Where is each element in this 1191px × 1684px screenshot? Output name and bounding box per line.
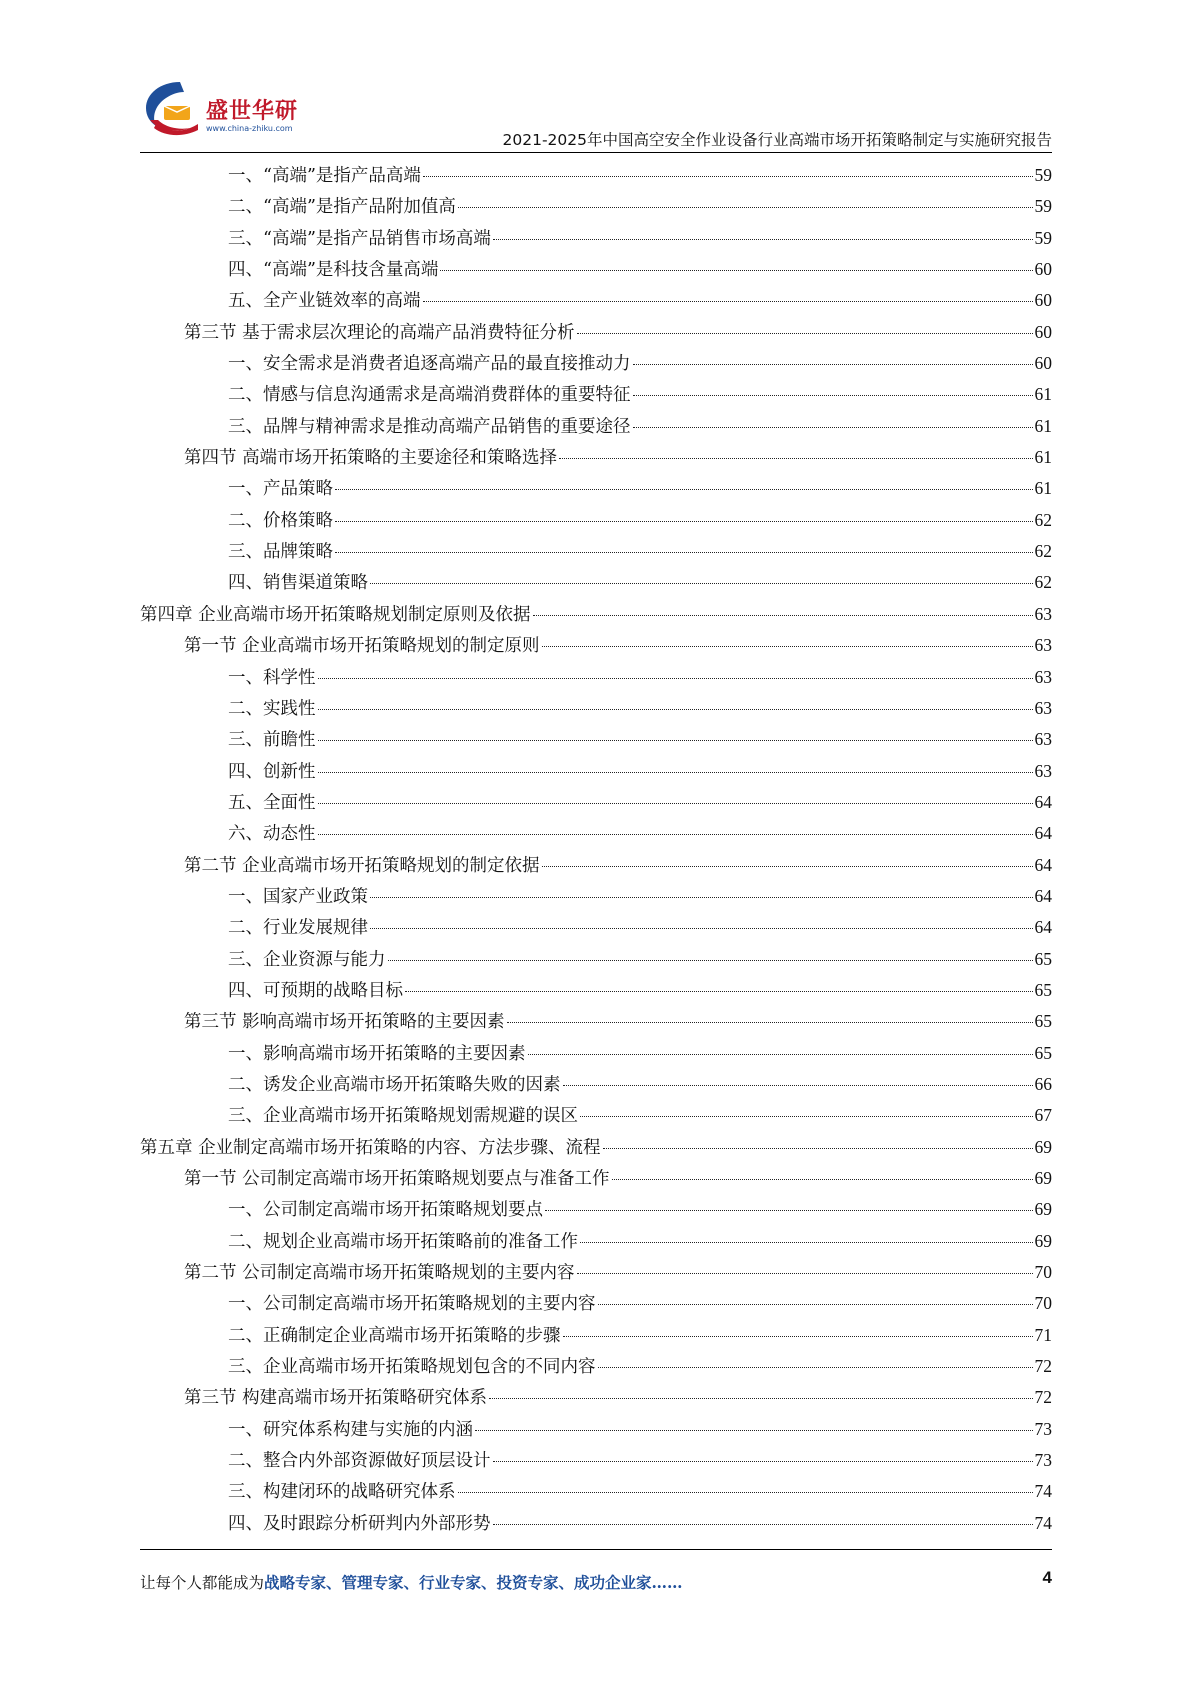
toc-entry-page: 61: [1034, 384, 1052, 405]
toc-entry-label: 五、全产业链效率的高端: [228, 291, 421, 312]
toc-dot-leader: [423, 301, 1033, 302]
toc-entry[interactable]: [140, 1414, 1052, 1445]
toc-entry-page: 65: [1034, 948, 1052, 969]
toc-dot-leader: [577, 1273, 1033, 1274]
toc-entry[interactable]: [140, 536, 1052, 567]
report-title: 2021-2025年中国高空安全作业设备行业高端市场开拓策略制定与实施研究报告: [502, 131, 1052, 149]
page-number: 4: [1042, 1568, 1052, 1587]
toc-dot-leader: [475, 1430, 1033, 1431]
toc-entry-label: 第四章 企业高端市场开拓策略规划制定原则及依据: [140, 604, 531, 625]
toc-dot-leader: [335, 489, 1033, 490]
toc-entry-page: 60: [1034, 290, 1052, 311]
toc-entry-page: 60: [1034, 353, 1052, 374]
toc-entry-label: 二、诱发企业高端市场开拓策略失败的因素: [228, 1074, 561, 1095]
toc-entry-page: 69: [1034, 1230, 1052, 1251]
toc-entry-page: 63: [1034, 729, 1052, 750]
toc-entry-label: 第一节 公司制定高端市场开拓策略规划要点与准备工作: [184, 1169, 610, 1189]
toc-entry-label: 一、影响高端市场开拓策略的主要因素: [228, 1043, 526, 1064]
toc-entry-label: 一、“高端”是指产品高端: [228, 166, 421, 186]
toc-entry-page: 72: [1034, 1356, 1052, 1377]
toc-entry-label: 三、构建闭环的战略研究体系: [228, 1482, 456, 1503]
toc-entry-page: 70: [1034, 1293, 1052, 1314]
toc-dot-leader: [318, 678, 1033, 679]
toc-dot-leader: [318, 803, 1033, 804]
toc-entry[interactable]: [140, 317, 1052, 348]
toc-entry-label: 一、公司制定高端市场开拓策略规划要点: [228, 1200, 543, 1221]
toc-entry-label: 五、全面性: [228, 792, 316, 813]
toc-entry[interactable]: [140, 912, 1052, 943]
toc-entry[interactable]: [140, 411, 1052, 442]
toc-dot-leader: [493, 1461, 1033, 1462]
toc-dot-leader: [598, 1304, 1033, 1305]
toc-dot-leader: [559, 458, 1032, 459]
toc-dot-leader: [563, 1085, 1033, 1086]
toc-dot-leader: [318, 834, 1033, 835]
toc-entry-page: 64: [1034, 854, 1052, 875]
toc-dot-leader: [370, 928, 1033, 929]
toc-entry[interactable]: [140, 975, 1052, 1006]
toc-entry-page: 69: [1034, 1199, 1052, 1220]
toc-entry[interactable]: [140, 1194, 1052, 1225]
toc-entry[interactable]: [140, 599, 1052, 630]
toc-entry[interactable]: [140, 693, 1052, 724]
header-divider: [140, 152, 1052, 153]
toc-entry-page: 69: [1034, 1168, 1052, 1188]
toc-entry-label: 三、企业资源与能力: [228, 949, 386, 970]
toc-entry-page: 63: [1034, 666, 1052, 687]
logo-url: www.china-zhiku.com: [206, 124, 293, 133]
toc-entry-page: 59: [1034, 165, 1052, 185]
toc-entry-page: 61: [1034, 415, 1052, 436]
toc-dot-leader: [405, 991, 1033, 992]
toc-entry-page: 63: [1034, 760, 1052, 781]
toc-dot-leader: [318, 772, 1033, 773]
toc-entry[interactable]: [140, 724, 1052, 755]
toc-dot-leader: [458, 207, 1033, 208]
toc-entry-label: 四、及时跟踪分析研判内外部形势: [228, 1513, 491, 1534]
toc-dot-leader: [370, 897, 1033, 898]
table-of-contents: [140, 160, 1052, 1539]
toc-dot-leader: [493, 239, 1033, 240]
toc-dot-leader: [580, 1116, 1033, 1117]
toc-dot-leader: [533, 615, 1033, 616]
toc-entry-page: 62: [1034, 541, 1052, 562]
toc-dot-leader: [318, 709, 1033, 710]
toc-entry-page: 65: [1034, 1042, 1052, 1063]
toc-entry-label: 三、品牌与精神需求是推动高端产品销售的重要途径: [228, 416, 631, 437]
toc-entry-page: 64: [1034, 823, 1052, 844]
toc-entry[interactable]: [140, 630, 1052, 661]
company-logo: [140, 80, 320, 144]
toc-dot-leader: [542, 646, 1033, 647]
toc-dot-leader: [335, 552, 1033, 553]
toc-dot-leader: [603, 1148, 1033, 1149]
toc-entry[interactable]: [140, 756, 1052, 787]
toc-entry-page: 62: [1034, 572, 1052, 593]
toc-entry[interactable]: [140, 160, 1052, 191]
toc-entry-page: 60: [1034, 321, 1052, 342]
toc-entry-page: 61: [1034, 478, 1052, 499]
toc-entry[interactable]: [140, 567, 1052, 598]
toc-entry-page: 63: [1034, 635, 1052, 656]
toc-entry-page: 61: [1034, 447, 1052, 468]
toc-entry-label: 四、可预期的战略目标: [228, 980, 403, 1001]
toc-entry-page: 65: [1034, 1011, 1052, 1032]
toc-dot-leader: [580, 1242, 1033, 1243]
toc-entry-label: 三、企业高端市场开拓策略规划包含的不同内容: [228, 1357, 596, 1378]
toc-entry[interactable]: [140, 442, 1052, 473]
toc-entry-page: 64: [1034, 917, 1052, 938]
toc-entry[interactable]: [140, 662, 1052, 693]
toc-entry-label: 三、品牌策略: [228, 542, 333, 563]
toc-entry[interactable]: [140, 944, 1052, 975]
toc-dot-leader: [542, 866, 1033, 867]
logo-swoosh-icon: [140, 80, 206, 140]
toc-entry-label: 第四节 高端市场开拓策略的主要途径和策略选择: [184, 448, 558, 469]
toc-entry[interactable]: [140, 348, 1052, 379]
toc-entry[interactable]: [140, 1100, 1052, 1131]
toc-entry-page: 72: [1034, 1387, 1052, 1408]
page-header: [140, 80, 1052, 152]
toc-entry-label: 一、科学性: [228, 667, 316, 688]
toc-entry[interactable]: [140, 1476, 1052, 1507]
toc-dot-leader: [440, 270, 1032, 271]
toc-dot-leader: [577, 333, 1033, 334]
toc-entry-page: 70: [1034, 1262, 1052, 1283]
toc-dot-leader: [633, 427, 1033, 428]
toc-entry-page: 65: [1034, 979, 1052, 1000]
toc-entry[interactable]: [140, 1038, 1052, 1069]
toc-entry-label: 四、创新性: [228, 761, 316, 782]
toc-entry-page: 66: [1034, 1073, 1052, 1094]
toc-entry-label: 六、动态性: [228, 824, 316, 845]
toc-entry-page: 73: [1034, 1418, 1052, 1439]
toc-entry[interactable]: [140, 1320, 1052, 1351]
toc-entry[interactable]: [140, 1351, 1052, 1382]
footer-divider: [140, 1549, 1052, 1550]
toc-entry-label: 第二节 企业高端市场开拓策略规划的制定依据: [184, 855, 540, 876]
toc-entry-label: 三、企业高端市场开拓策略规划需规避的误区: [228, 1106, 578, 1127]
toc-dot-leader: [612, 1179, 1033, 1180]
toc-dot-leader: [423, 176, 1033, 177]
toc-entry[interactable]: [140, 191, 1052, 222]
toc-entry[interactable]: [140, 1257, 1052, 1288]
toc-entry-label: 一、研究体系构建与实施的内涵: [228, 1419, 473, 1440]
toc-dot-leader: [528, 1054, 1033, 1055]
toc-entry[interactable]: [140, 1006, 1052, 1037]
toc-entry-page: 59: [1034, 196, 1052, 217]
slogan-roles: 战略专家、管理专家、行业专家、投资专家、成功企业家……: [264, 1573, 683, 1592]
toc-dot-leader: [335, 521, 1033, 522]
toc-entry[interactable]: [140, 1132, 1052, 1163]
toc-entry-label: 二、“高端”是指产品附加值高: [228, 197, 456, 218]
toc-entry-page: 71: [1034, 1324, 1052, 1345]
toc-entry-label: 二、行业发展规律: [228, 918, 368, 939]
toc-entry[interactable]: [140, 285, 1052, 316]
toc-entry-label: 四、“高端”是科技含量高端: [228, 260, 439, 281]
toc-entry[interactable]: [140, 1508, 1052, 1539]
toc-entry[interactable]: [140, 818, 1052, 849]
toc-entry-page: 60: [1034, 259, 1052, 280]
toc-dot-leader: [458, 1492, 1033, 1493]
toc-entry-page: 73: [1034, 1450, 1052, 1471]
footer-slogan: [140, 1571, 683, 1593]
toc-entry-page: 64: [1034, 885, 1052, 906]
toc-entry[interactable]: [140, 1445, 1052, 1476]
toc-dot-leader: [318, 740, 1033, 741]
toc-entry[interactable]: [140, 505, 1052, 536]
toc-dot-leader: [388, 960, 1033, 961]
slogan-lead: 让每个人都能成为: [140, 1574, 265, 1592]
toc-entry-label: 第一节 企业高端市场开拓策略规划的制定原则: [184, 636, 540, 657]
toc-entry-page: 63: [1034, 697, 1052, 718]
toc-entry-label: 一、产品策略: [228, 479, 333, 500]
toc-entry[interactable]: [140, 1288, 1052, 1319]
toc-entry-page: 64: [1034, 791, 1052, 812]
toc-entry[interactable]: [140, 850, 1052, 881]
toc-dot-leader: [633, 364, 1033, 365]
toc-entry-label: 二、正确制定企业高端市场开拓策略的步骤: [228, 1325, 561, 1346]
toc-entry-page: 69: [1034, 1136, 1052, 1157]
toc-entry[interactable]: [140, 379, 1052, 410]
toc-entry-label: 一、国家产业政策: [228, 886, 368, 907]
toc-entry-label: 二、规划企业高端市场开拓策略前的准备工作: [228, 1231, 578, 1252]
toc-entry-label: 二、实践性: [228, 698, 316, 719]
toc-entry-label: 三、前瞻性: [228, 730, 316, 751]
toc-entry[interactable]: [140, 473, 1052, 504]
toc-entry-label: 二、价格策略: [228, 510, 333, 531]
toc-entry-label: 第五章 企业制定高端市场开拓策略的内容、方法步骤、流程: [140, 1137, 601, 1158]
toc-dot-leader: [489, 1398, 1032, 1399]
toc-entry-label: 第二节 公司制定高端市场开拓策略规划的主要内容: [184, 1263, 575, 1284]
toc-dot-leader: [545, 1210, 1033, 1211]
toc-entry-page: 67: [1034, 1105, 1052, 1126]
toc-entry-label: 第三节 构建高端市场开拓策略研究体系: [184, 1388, 488, 1409]
toc-entry-page: 59: [1034, 227, 1052, 248]
logo-text: 盛世华研: [206, 99, 299, 124]
toc-dot-leader: [563, 1336, 1033, 1337]
toc-entry[interactable]: [140, 881, 1052, 912]
toc-entry-label: 四、销售渠道策略: [228, 573, 368, 594]
toc-entry-page: 74: [1034, 1481, 1052, 1502]
toc-dot-leader: [633, 395, 1033, 396]
toc-entry-page: 74: [1034, 1512, 1052, 1533]
toc-entry[interactable]: [140, 1226, 1052, 1257]
toc-entry[interactable]: [140, 223, 1052, 254]
toc-dot-leader: [493, 1524, 1033, 1525]
toc-entry-page: 62: [1034, 509, 1052, 530]
toc-entry-label: 第三节 基于需求层次理论的高端产品消费特征分析: [184, 322, 575, 343]
toc-dot-leader: [507, 1022, 1033, 1023]
toc-dot-leader: [370, 583, 1033, 584]
toc-entry-label: 一、公司制定高端市场开拓策略规划的主要内容: [228, 1294, 596, 1315]
toc-entry-label: 二、情感与信息沟通需求是高端消费群体的重要特征: [228, 385, 631, 406]
toc-entry-label: 一、安全需求是消费者追逐高端产品的最直接推动力: [228, 354, 631, 375]
toc-entry-page: 63: [1034, 603, 1052, 624]
toc-entry-label: 第三节 影响高端市场开拓策略的主要因素: [184, 1012, 505, 1033]
toc-dot-leader: [598, 1367, 1033, 1368]
toc-entry[interactable]: [140, 254, 1052, 285]
toc-entry[interactable]: [140, 1382, 1052, 1413]
toc-entry[interactable]: [140, 787, 1052, 818]
toc-entry-label: 三、“高端”是指产品销售市场高端: [228, 228, 491, 249]
toc-entry[interactable]: [140, 1069, 1052, 1100]
toc-entry[interactable]: [140, 1163, 1052, 1194]
toc-entry-label: 二、整合内外部资源做好顶层设计: [228, 1451, 491, 1472]
